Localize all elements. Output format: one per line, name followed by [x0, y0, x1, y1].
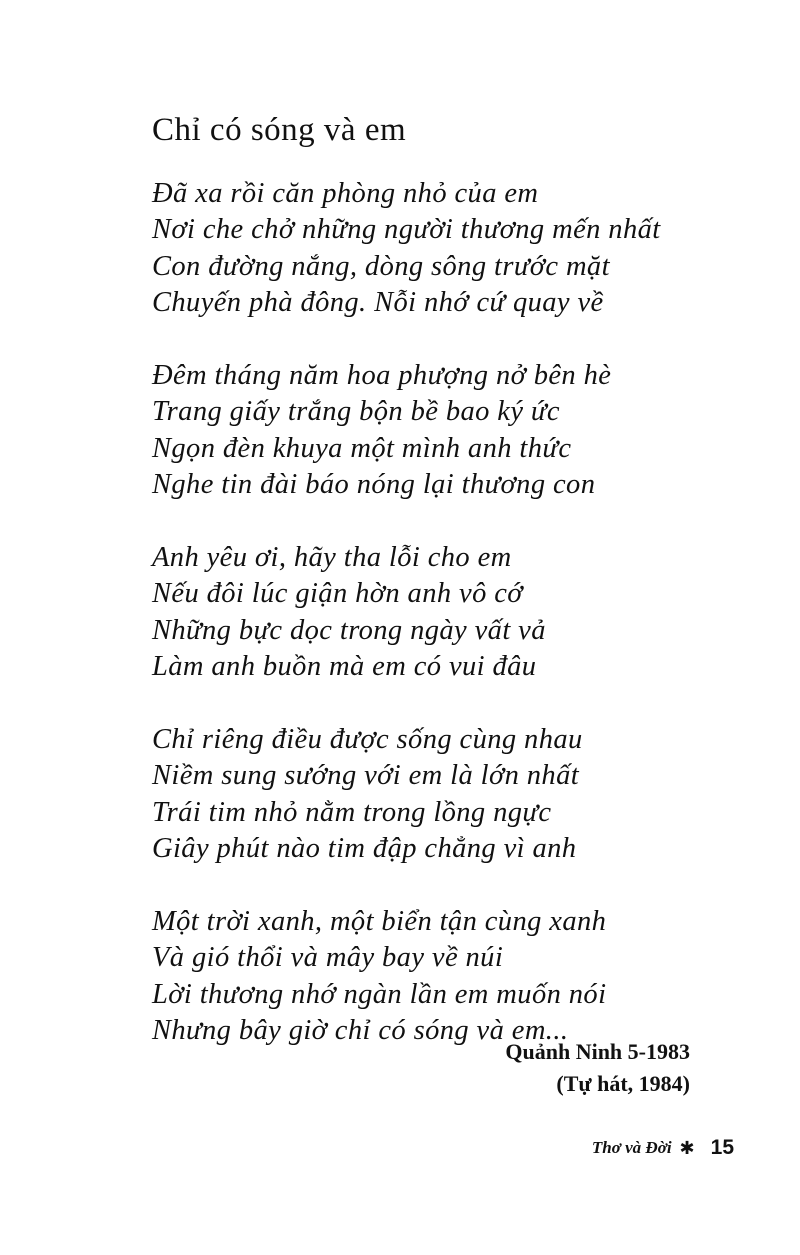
page-number: 15 — [710, 1136, 734, 1159]
series-title: Thơ và Đời — [591, 1138, 672, 1157]
attribution — [505, 1036, 690, 1100]
attribution-note: (Tự hát, 1984) — [556, 1071, 690, 1096]
stanza — [152, 358, 661, 504]
poem-line: Niềm sung sướng với em là lớn nhất — [152, 760, 580, 792]
poem-line: Chuyến phà đông. Nỗi nhớ cứ quay về — [152, 287, 604, 319]
poem-line: Làm anh buồn mà em có vui đâu — [152, 651, 537, 683]
stanza — [152, 904, 661, 1050]
poem-title: Chỉ có sóng và em — [152, 112, 407, 148]
poem-line: Đêm tháng năm hoa phượng nở bên hè — [152, 360, 612, 392]
poem-line: Ngọn đèn khuya một mình anh thức — [152, 432, 572, 464]
poem-line: Nơi che chở những người thương mến nhất — [152, 214, 661, 246]
poem-line: Chỉ riêng điều được sống cùng nhau — [152, 724, 583, 756]
poem-line: Đã xa rồi căn phòng nhỏ của em — [152, 178, 539, 209]
poem-line: Trang giấy trắng bộn bề bao ký ức — [152, 396, 560, 428]
stanza — [152, 540, 661, 686]
poem-body — [152, 176, 661, 1050]
poem-line: Trái tim nhỏ nằm trong lồng ngực — [152, 796, 552, 828]
stanza — [152, 722, 661, 868]
place-date: Quảnh Ninh 5-1983 — [505, 1039, 690, 1064]
poem-line: Lời thương nhớ ngàn lần em muốn nói — [152, 978, 607, 1010]
poem-line: Nếu đôi lúc giận hờn anh vô cớ — [152, 578, 523, 610]
poem-line: Một trời xanh, một biển tận cùng xanh — [152, 906, 607, 938]
stanza — [152, 176, 661, 322]
poem-line: Con đường nắng, dòng sông trước mặt — [152, 250, 610, 282]
poem-line: Nhưng bây giờ chỉ có sóng và em... — [152, 1015, 569, 1047]
poem-line: Anh yêu ơi, hãy tha lỗi cho em — [152, 542, 512, 574]
poem-line: Nghe tin đài báo nóng lại thương con — [152, 469, 596, 501]
poem-line: Và gió thổi và mây bay về núi — [152, 942, 504, 974]
poem-line: Giây phút nào tim đập chẳng vì anh — [152, 833, 577, 865]
poem-line: Những bực dọc trong ngày vất vả — [152, 614, 546, 646]
page-footer — [592, 1136, 734, 1160]
star-icon: ✱ — [679, 1137, 695, 1159]
